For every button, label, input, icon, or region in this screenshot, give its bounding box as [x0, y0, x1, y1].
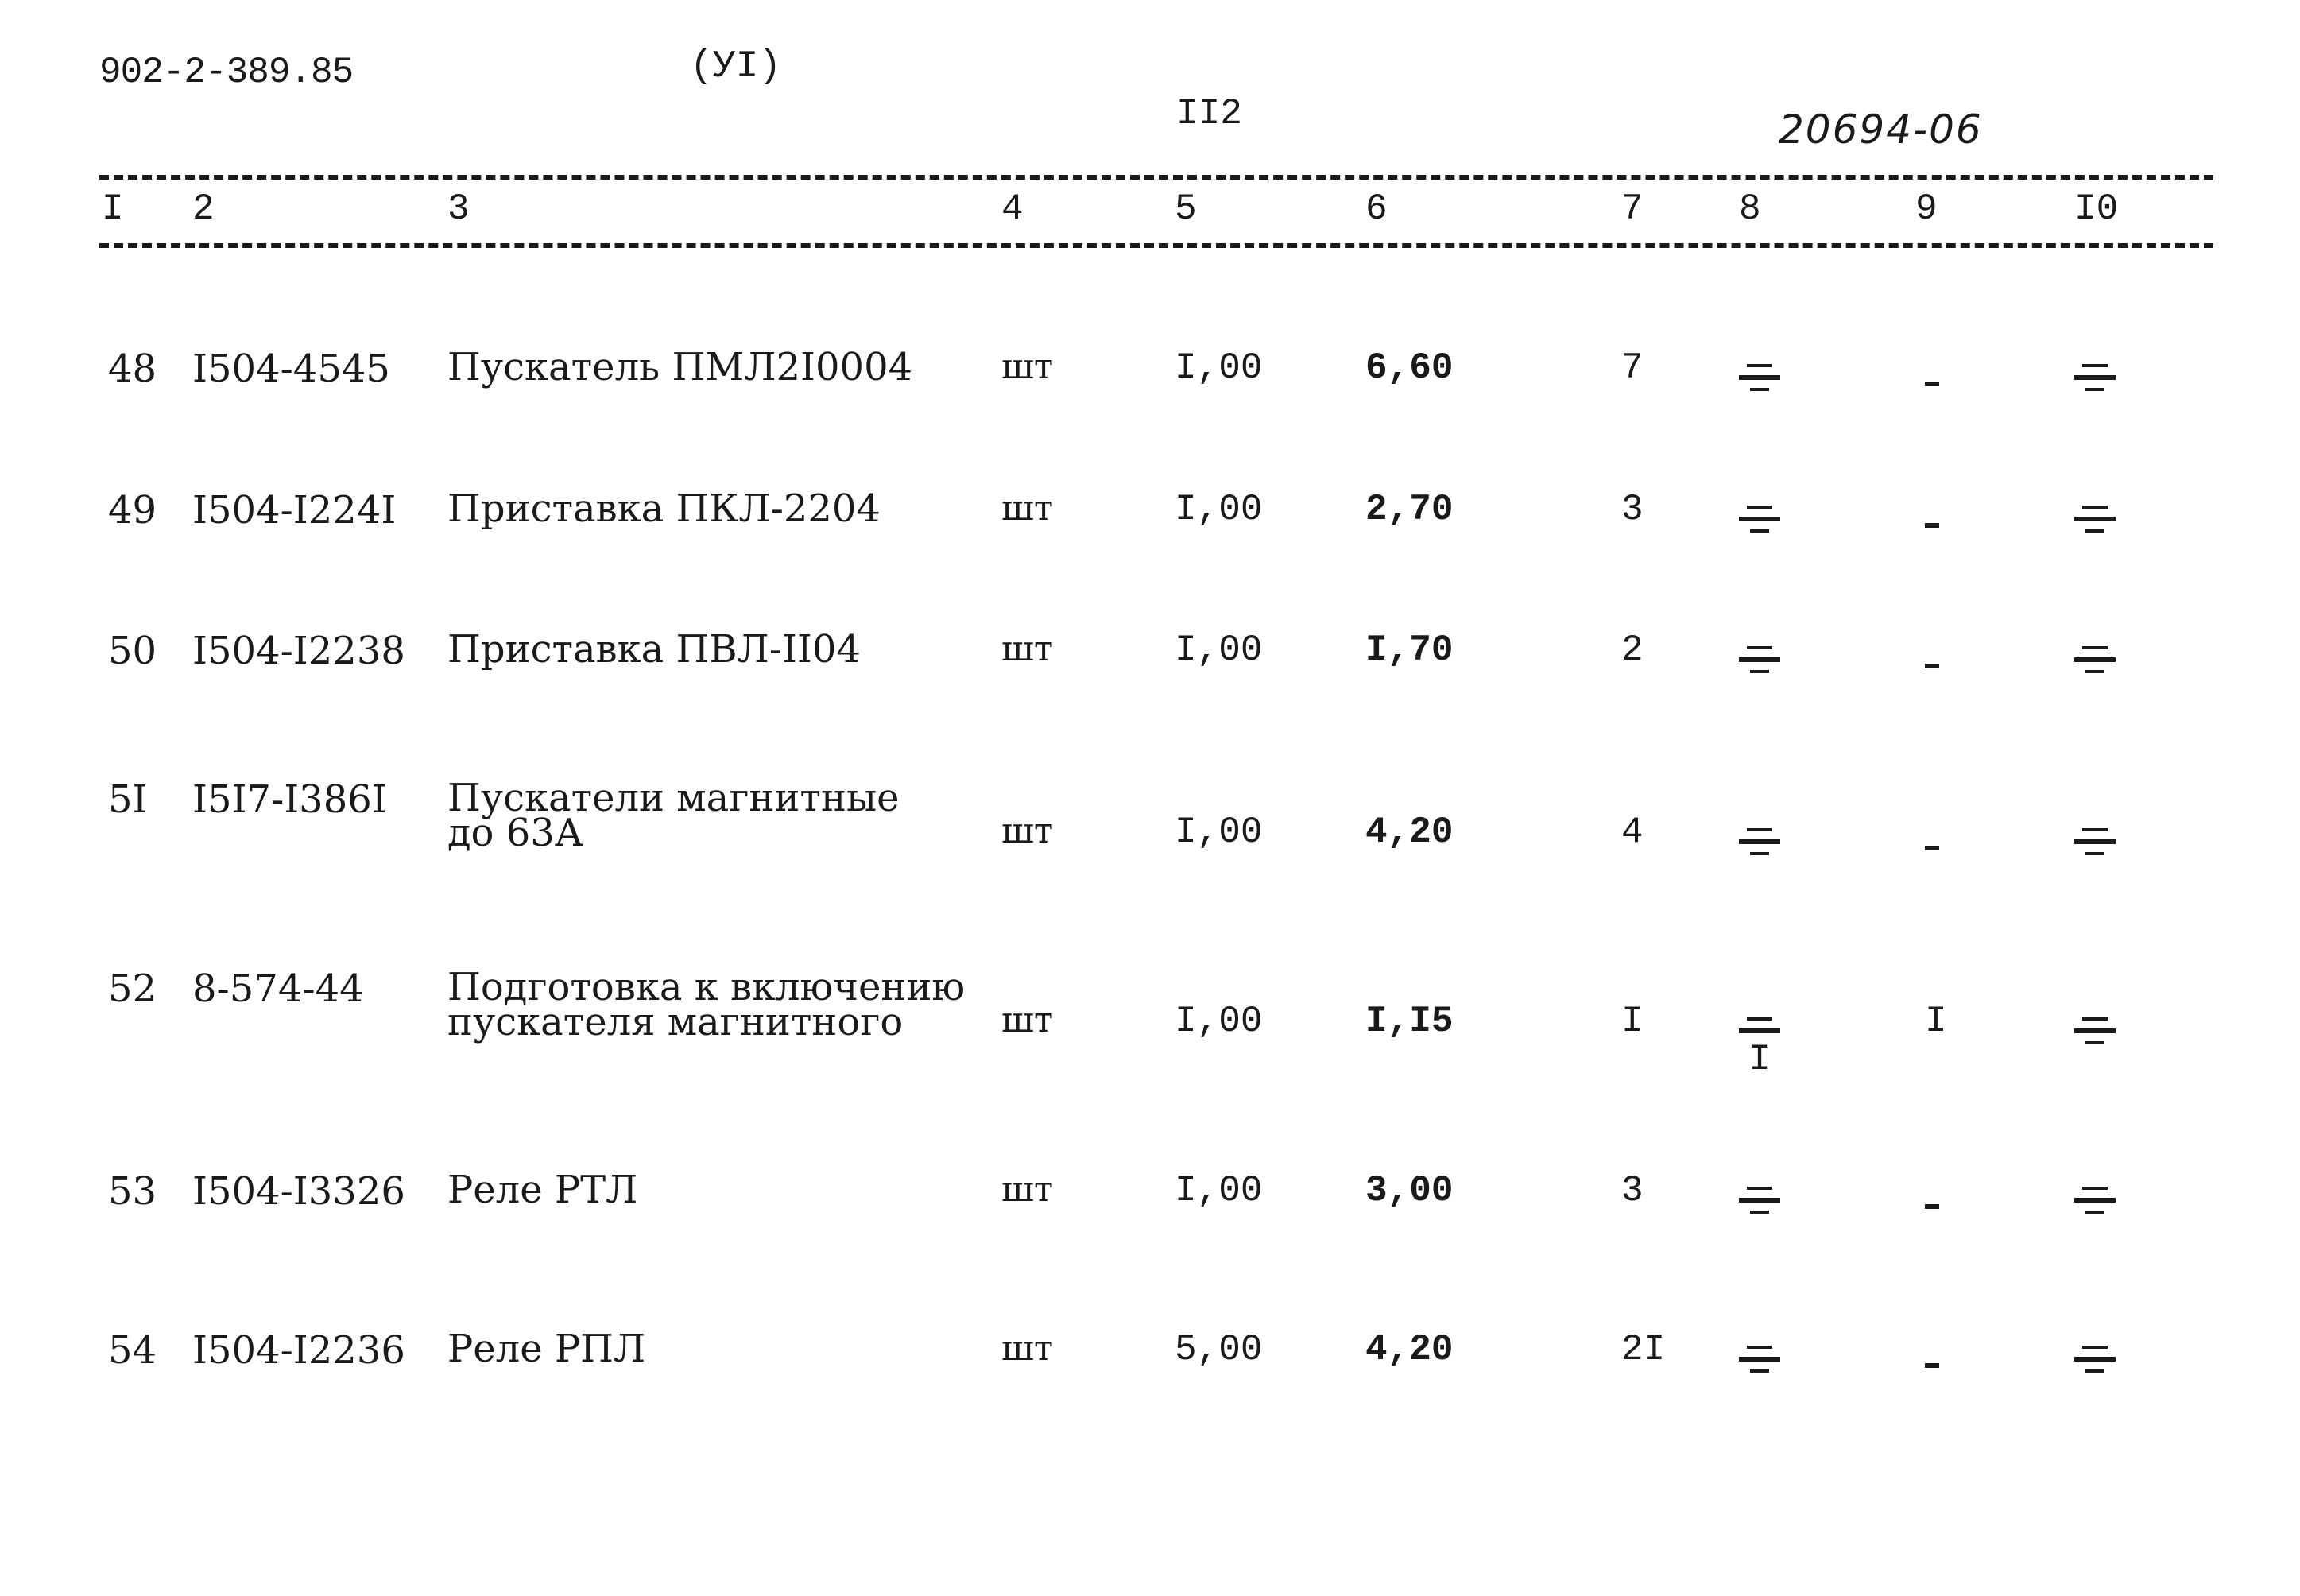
fraction-bottom-value: I	[1748, 1039, 1771, 1080]
unit: шт	[1001, 811, 1054, 851]
col9-dash-mark	[1925, 1363, 1939, 1368]
fraction-bottom-mark	[2085, 388, 2104, 391]
price-code: I504-I2236	[192, 1328, 405, 1373]
fraction-bar	[2074, 839, 2116, 844]
column-number: 7	[1621, 188, 1644, 230]
price-code: I504-I2238	[192, 629, 405, 673]
row-number: 52	[108, 967, 157, 1011]
unit: шт	[1001, 1328, 1054, 1369]
fraction-bar	[1739, 657, 1780, 662]
row-number: 54	[108, 1328, 157, 1373]
col8-dash-mark	[1739, 828, 1780, 855]
item-name-line: Пускатели магнитные	[447, 776, 900, 820]
item-name-line: до 63А	[447, 811, 584, 855]
column-number: 3	[447, 188, 470, 230]
unit: шт	[1001, 1000, 1054, 1040]
col10-dash-mark	[2074, 1346, 2116, 1373]
item-name-line: Подготовка к включению	[447, 965, 966, 1009]
price-code: I504-4545	[192, 347, 390, 391]
header-divider-bottom	[99, 243, 2213, 248]
fraction-top-mark	[2082, 646, 2108, 649]
column-number: I	[102, 188, 124, 230]
col9-dash-mark	[1925, 846, 1939, 850]
row-number: 49	[108, 488, 157, 533]
fraction-top-mark	[1747, 646, 1772, 649]
total-value: 3	[1621, 489, 1644, 530]
fraction-bar	[2074, 517, 2116, 521]
col8-dash-mark	[1739, 506, 1780, 533]
item-name	[447, 965, 966, 1044]
fraction-top-mark	[2082, 1346, 2108, 1349]
fraction-bar	[1739, 1357, 1780, 1362]
col9-dash-mark	[1925, 382, 1939, 386]
unit-price: 4,20	[1365, 1329, 1454, 1370]
fraction-top-mark	[1747, 1017, 1772, 1021]
col9-dash-mark	[1925, 1204, 1939, 1209]
column-number: 6	[1365, 188, 1388, 230]
fraction-bar	[2074, 1198, 2116, 1203]
row-number: 5I	[108, 777, 148, 822]
column-number: 5	[1175, 188, 1197, 230]
column-number: I0	[2074, 188, 2119, 230]
total-value: 2	[1621, 629, 1644, 671]
fraction-bottom-mark	[1750, 852, 1769, 855]
quantity: I,00	[1175, 489, 1263, 530]
item-name-line: пускателя магнитного	[447, 1000, 904, 1044]
fraction-bar	[1739, 1028, 1780, 1033]
price-code: 8-574-44	[192, 967, 364, 1011]
total-value: 7	[1621, 347, 1644, 389]
column-number: 2	[192, 188, 215, 230]
fraction-bottom-mark	[2085, 1211, 2104, 1214]
fraction-bottom-mark	[2085, 670, 2104, 673]
col9-dash-mark	[1925, 523, 1939, 528]
column-number: 8	[1739, 188, 1761, 230]
unit: шт	[1001, 488, 1054, 529]
item-name	[447, 1168, 638, 1212]
fraction-top-mark	[2082, 506, 2108, 509]
col8-fraction	[1739, 1017, 1780, 1078]
fraction-bottom-mark	[1750, 1211, 1769, 1214]
fraction-top-mark	[1747, 828, 1772, 831]
col10-dash-mark	[2074, 1017, 2116, 1044]
col10-dash-mark	[2074, 828, 2116, 855]
price-code: I504-I224I	[192, 488, 397, 533]
total-value: I	[1621, 1001, 1644, 1042]
item-name	[447, 627, 861, 672]
col8-dash-mark	[1739, 646, 1780, 673]
fraction-bottom-mark	[1750, 529, 1769, 533]
unit: шт	[1001, 629, 1054, 669]
item-name-line: Реле РТЛ	[447, 1168, 638, 1212]
fraction-bottom-mark	[2085, 1041, 2104, 1044]
quantity: I,00	[1175, 629, 1263, 671]
item-name	[447, 486, 881, 531]
quantity: I,00	[1175, 1170, 1263, 1211]
total-value: 2I	[1621, 1329, 1666, 1370]
fraction-bar	[2074, 1028, 2116, 1033]
fraction-bar	[2074, 1357, 2116, 1362]
quantity: 5,00	[1175, 1329, 1263, 1370]
fraction-top-mark	[1747, 364, 1772, 367]
fraction-bar	[1739, 1198, 1780, 1203]
row-number: 48	[108, 347, 157, 391]
unit: шт	[1001, 347, 1054, 387]
unit-price: 3,00	[1365, 1170, 1454, 1211]
fraction-top-mark	[2082, 364, 2108, 367]
unit-price: I,70	[1365, 629, 1454, 671]
quantity: I,00	[1175, 812, 1263, 853]
col8-dash-mark	[1739, 1346, 1780, 1373]
row-number: 50	[108, 629, 157, 673]
quantity: I,00	[1175, 347, 1263, 389]
fraction-bar	[2074, 375, 2116, 380]
col10-dash-mark	[2074, 506, 2116, 533]
fraction-bottom-mark	[2085, 529, 2104, 533]
item-name-line: Реле РПЛ	[447, 1327, 646, 1371]
fraction-top-mark	[1747, 1346, 1772, 1349]
item-name	[447, 776, 900, 855]
unit-price: 4,20	[1365, 812, 1454, 853]
fraction-top-mark	[1747, 506, 1772, 509]
unit-price: 2,70	[1365, 489, 1454, 530]
price-code: I5I7-I386I	[192, 777, 387, 822]
item-name-line: Пускатель ПМЛ2I0004	[447, 345, 913, 389]
price-code: I504-I3326	[192, 1169, 405, 1214]
unit-price: I,I5	[1365, 1001, 1454, 1042]
part-number: (УI)	[690, 45, 782, 88]
fraction-bottom-mark	[2085, 852, 2104, 855]
column-number: 4	[1001, 188, 1024, 230]
item-name	[447, 1327, 646, 1371]
page-number: II2	[1176, 93, 1242, 134]
col9-value: I	[1925, 1001, 1947, 1042]
col10-dash-mark	[2074, 364, 2116, 391]
fraction-bottom-mark	[2085, 1369, 2104, 1373]
quantity: I,00	[1175, 1001, 1263, 1042]
fraction-bottom-mark	[1750, 670, 1769, 673]
total-value: 4	[1621, 812, 1644, 853]
col9-dash-mark	[1925, 664, 1939, 668]
fraction-bottom-mark	[1750, 388, 1769, 391]
unit-price: 6,60	[1365, 347, 1454, 389]
fraction-top-mark	[2082, 1187, 2108, 1190]
col8-dash-mark	[1739, 364, 1780, 391]
fraction-top-mark	[1747, 1187, 1772, 1190]
fraction-top-mark	[2082, 1017, 2108, 1021]
col10-dash-mark	[2074, 1187, 2116, 1214]
item-name-line: Приставка ПКЛ-2204	[447, 486, 881, 531]
item-name	[447, 345, 913, 389]
header-divider-top	[99, 175, 2213, 180]
item-name-line: Приставка ПВЛ-II04	[447, 627, 861, 672]
inventory-number: 20694-06	[1779, 107, 1983, 153]
fraction-bar	[1739, 839, 1780, 844]
column-number: 9	[1915, 188, 1938, 230]
fraction-bar	[1739, 517, 1780, 521]
document-code: 902-2-389.85	[99, 52, 354, 93]
total-value: 3	[1621, 1170, 1644, 1211]
unit: шт	[1001, 1169, 1054, 1210]
fraction-bottom-mark	[1750, 1369, 1769, 1373]
row-number: 53	[108, 1169, 157, 1214]
col8-dash-mark	[1739, 1187, 1780, 1214]
col10-dash-mark	[2074, 646, 2116, 673]
fraction-bar	[1739, 375, 1780, 380]
fraction-bar	[2074, 657, 2116, 662]
fraction-top-mark	[2082, 828, 2108, 831]
